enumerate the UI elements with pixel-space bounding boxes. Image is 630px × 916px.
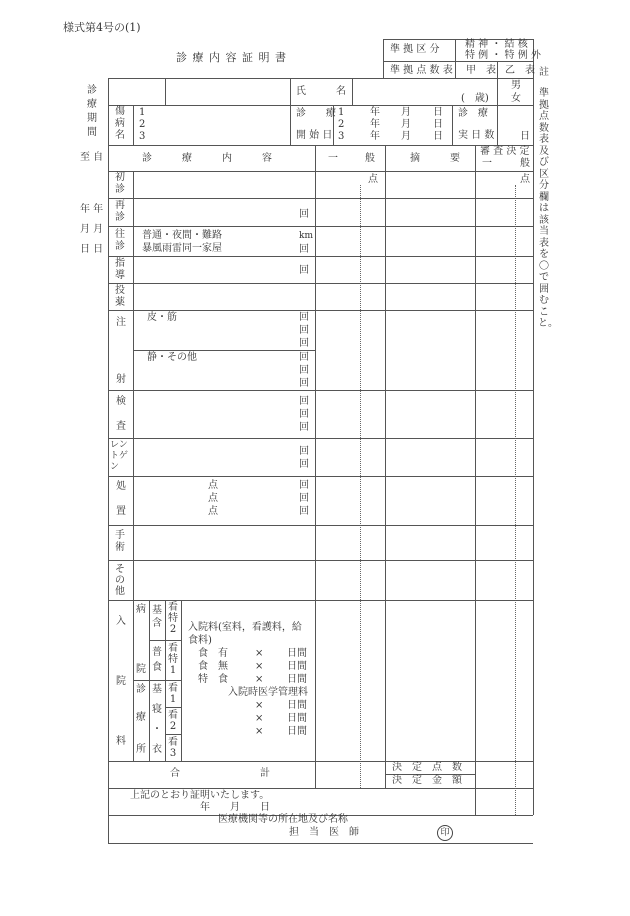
nursing-2-option[interactable]: 看2 xyxy=(168,710,178,732)
exam-label-bottom: 査 xyxy=(116,421,126,432)
days-6: 日間 xyxy=(287,726,307,737)
meal-yes: 食 有 xyxy=(198,648,228,659)
diagnosis-line-1[interactable]: 1 xyxy=(139,107,146,118)
times-sign-4: × xyxy=(255,700,264,711)
nursing-1-option[interactable]: 看1 xyxy=(168,683,178,705)
period-year: 年 年 xyxy=(80,204,104,215)
points-table-option-b[interactable]: 乙 表 xyxy=(505,65,535,76)
diagnosis-line-2[interactable]: 2 xyxy=(139,119,146,130)
hospital-label-1[interactable]: 病 xyxy=(136,604,146,615)
times-sign-2: × xyxy=(255,661,264,672)
sex-female-option[interactable]: 女 xyxy=(511,93,521,104)
days-2: 日間 xyxy=(287,661,307,672)
times-sign-3: × xyxy=(255,674,264,685)
start-day-1[interactable]: 日 xyxy=(433,107,443,118)
special-meal: 特 食 xyxy=(198,674,228,685)
treatment-times-2: 回 xyxy=(299,493,309,504)
form-title: 診 療 内 容 証 明 書 xyxy=(176,51,287,64)
basic-bed-2[interactable]: 寝 xyxy=(152,704,162,715)
col-general-2: 般 xyxy=(365,153,375,164)
basic-bed-3[interactable]: ・ xyxy=(152,724,162,735)
actual-days-label-1: 診 療 xyxy=(458,108,488,119)
blank-field-1[interactable] xyxy=(109,79,164,104)
decided-amount-label: 決 定 金 額 xyxy=(392,775,462,786)
house-call-label: 往診 xyxy=(115,229,125,252)
start-month-1[interactable]: 月 xyxy=(401,107,411,118)
actual-days-input[interactable]: 日 xyxy=(520,131,530,142)
start-num-2: 2 xyxy=(338,119,345,130)
inj-times-1: 回 xyxy=(299,312,309,323)
points-table-option-a[interactable]: 甲 表 xyxy=(466,65,496,76)
treatment-times-3: 回 xyxy=(299,506,309,517)
treatment-points-3: 点 xyxy=(208,506,218,517)
injection-vein-other: 静・その他 xyxy=(147,352,197,363)
other-label: その他 xyxy=(115,564,125,597)
xray-label-text: レントゲン xyxy=(110,440,128,472)
name-label: 氏 名 xyxy=(296,86,346,97)
treatment-label-top: 処 xyxy=(116,481,126,492)
age-field[interactable]: ( 歳) xyxy=(461,93,489,104)
col-summary: 摘 要 xyxy=(410,153,460,164)
category-label: 準 拠 区 分 xyxy=(390,44,440,55)
start-year-1[interactable]: 年 xyxy=(370,107,380,118)
first-visit-label: 初診 xyxy=(115,172,125,195)
treatment-points-1: 点 xyxy=(208,480,218,491)
inj-times-2: 回 xyxy=(299,325,309,336)
start-month-3[interactable]: 月 xyxy=(401,131,411,142)
period-month: 月 月 xyxy=(80,224,104,235)
exam-times-3: 回 xyxy=(299,422,309,433)
times-sign-5: × xyxy=(255,713,264,724)
certification-date[interactable]: 年 月 日 xyxy=(200,802,270,813)
surgery-label: 手術 xyxy=(115,530,125,553)
note-text: 準拠点数表及び区分欄は該当表を〇で囲むこと。 xyxy=(538,88,558,329)
blank-field-2[interactable] xyxy=(166,79,289,104)
period-label: 診療期間 xyxy=(87,85,97,138)
review-points-unit: 点 xyxy=(520,174,530,185)
revisit-label: 再診 xyxy=(115,200,125,223)
category-option-psych-tb[interactable]: 精 神 ・ 結 核 xyxy=(465,39,528,50)
from-to-label: 至 自 xyxy=(80,152,104,163)
start-year-2[interactable]: 年 xyxy=(370,119,380,130)
col-content: 診 療 内 容 xyxy=(142,153,272,164)
admission-label-2: 院 xyxy=(116,676,126,687)
clinic-label-3[interactable]: 所 xyxy=(136,744,146,755)
medication-label: 投薬 xyxy=(115,285,125,308)
start-day-3[interactable]: 日 xyxy=(433,131,443,142)
exam-label-top: 検 xyxy=(116,396,126,407)
start-date-label-2: 開 始 日 xyxy=(296,130,333,141)
guidance-times: 回 xyxy=(299,265,309,276)
times-sign-1: × xyxy=(255,648,264,659)
diagnosis-line-3[interactable]: 3 xyxy=(139,131,146,142)
admission-label-3: 料 xyxy=(116,736,126,747)
start-month-2[interactable]: 月 xyxy=(401,119,411,130)
diagnosis-label: 傷病名 xyxy=(115,106,125,141)
col-general-1: 一 xyxy=(328,153,338,164)
institution-name-address[interactable]: 医療機関等の所在地及び名称 xyxy=(218,814,348,825)
total-label: 合 計 xyxy=(170,768,270,779)
basic-bed-1[interactable]: 基 xyxy=(152,684,162,695)
guidance-label: 指導 xyxy=(115,258,125,281)
house-call-times: 回 xyxy=(299,244,309,255)
inj-times-3: 回 xyxy=(299,338,309,349)
normal-meal-option[interactable]: 普食 xyxy=(152,647,162,673)
basic-included-option[interactable]: 基含 xyxy=(152,605,162,629)
xray-label xyxy=(110,440,132,473)
admission-fee-desc-2: 食料) xyxy=(188,635,212,646)
start-num-1: 1 xyxy=(338,107,345,118)
days-4: 日間 xyxy=(287,700,307,711)
house-call-km: km xyxy=(299,231,313,241)
revisit-times: 回 xyxy=(299,209,309,220)
basic-bed-4[interactable]: 衣 xyxy=(152,744,162,755)
days-3: 日間 xyxy=(287,674,307,685)
house-call-storm: 暴風雨雷同一家屋 xyxy=(142,243,222,254)
injection-label-top: 注 xyxy=(116,317,126,328)
injection-label-bottom: 射 xyxy=(116,374,126,385)
inj-times-6: 回 xyxy=(299,378,309,389)
nursing-special-1-option[interactable]: 看特1 xyxy=(168,643,178,676)
exam-times-1: 回 xyxy=(299,396,309,407)
col-review: 審 査 決 定 xyxy=(480,146,530,157)
actual-days-label-2: 実 日 数 xyxy=(458,130,495,141)
attending-doctor[interactable]: 担 当 医 師 xyxy=(289,827,359,838)
exam-times-2: 回 xyxy=(299,409,309,420)
form-number: 様式第4号の(1) xyxy=(63,21,141,34)
note-label: 註 xyxy=(539,67,549,78)
category-option-special[interactable]: 特 例 ・ 特 例 外 xyxy=(465,50,541,61)
days-1: 日間 xyxy=(287,648,307,659)
clinic-label-2[interactable]: 療 xyxy=(136,712,146,723)
times-sign-6: × xyxy=(255,726,264,737)
start-day-2[interactable]: 日 xyxy=(433,119,443,130)
treatment-label-bottom: 置 xyxy=(116,506,126,517)
house-call-type: 普通・夜間・難路 xyxy=(142,230,222,241)
treatment-points-2: 点 xyxy=(208,493,218,504)
start-date-label-1: 診 療 xyxy=(296,108,336,119)
treatment-times-1: 回 xyxy=(299,480,309,491)
col-review-general-1: 一 xyxy=(482,158,492,169)
col-review-general-2: 般 xyxy=(520,158,530,169)
admission-label-1: 入 xyxy=(116,616,126,627)
admission-fee-desc-1: 入院料(室料，看護料，給 xyxy=(188,622,302,633)
clinic-label-1[interactable]: 診 xyxy=(136,684,146,695)
sex-male-option[interactable]: 男 xyxy=(511,80,521,91)
start-num-3: 3 xyxy=(338,131,345,142)
xray-times-2: 回 xyxy=(299,459,309,470)
nursing-3-option[interactable]: 看3 xyxy=(168,737,178,759)
admission-mgmt-fee: 入院時医学管理料 xyxy=(228,687,308,698)
general-points-unit: 点 xyxy=(368,174,378,185)
points-table-label: 準 拠 点 数 表 xyxy=(390,65,453,76)
inj-times-5: 回 xyxy=(299,365,309,376)
inj-times-4: 回 xyxy=(299,352,309,363)
nursing-special-2-option[interactable]: 看特2 xyxy=(168,602,178,635)
xray-times-1: 回 xyxy=(299,446,309,457)
days-5: 日間 xyxy=(287,713,307,724)
start-year-3[interactable]: 年 xyxy=(370,131,380,142)
decided-points-label: 決 定 点 数 xyxy=(392,762,462,773)
injection-skin-muscle: 皮・筋 xyxy=(147,312,177,323)
seal-icon: 印 xyxy=(437,825,453,841)
certification-statement: 上記のとおり証明いたします。 xyxy=(130,790,270,801)
meal-no: 食 無 xyxy=(198,661,228,672)
hospital-label-2[interactable]: 院 xyxy=(136,664,146,675)
period-day: 日 日 xyxy=(80,244,104,255)
